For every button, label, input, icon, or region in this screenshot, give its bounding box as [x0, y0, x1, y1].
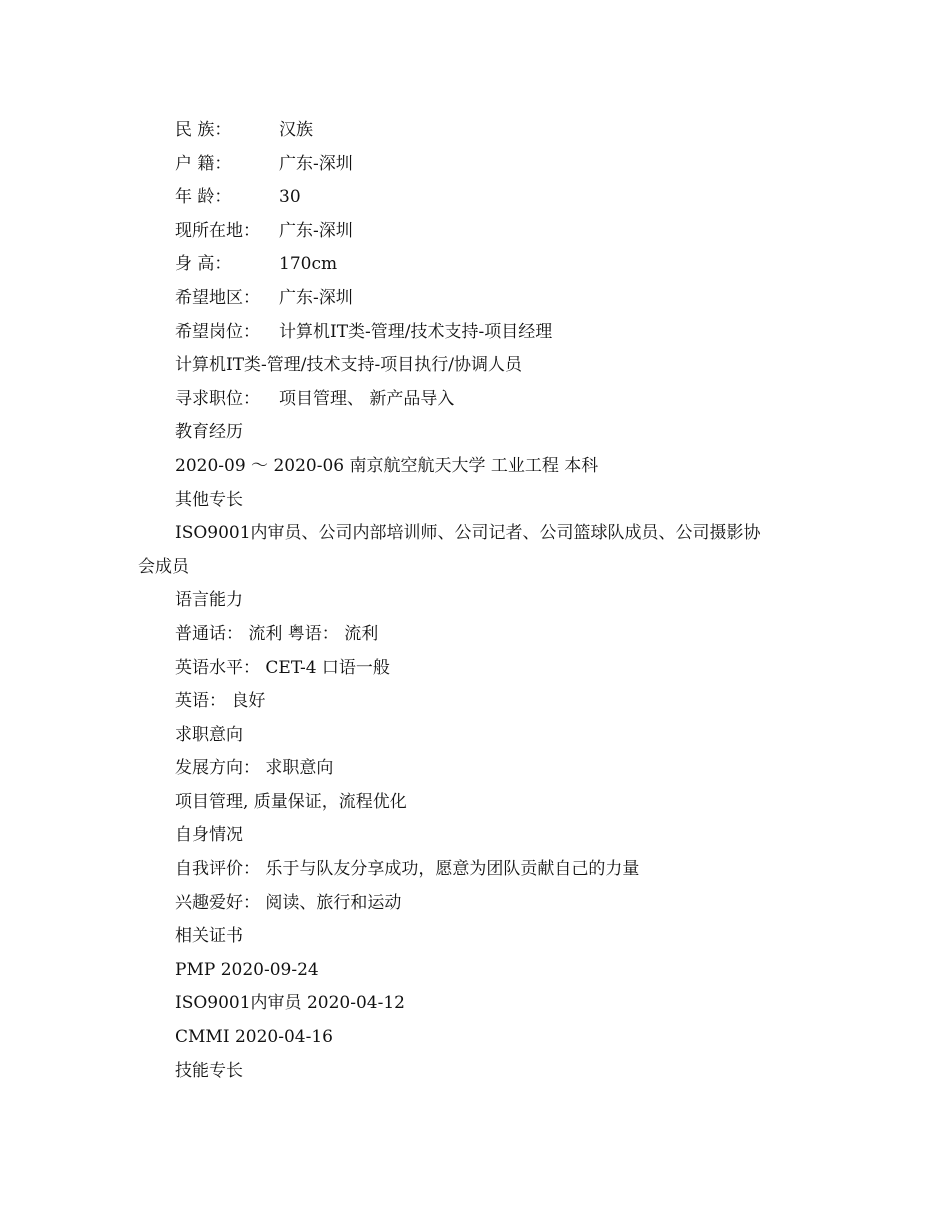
other-skills-paragraph [138, 517, 838, 584]
ethnicity-value: 汉族 [279, 120, 313, 140]
education-entry: 2020-09 ～ 2020-06 南京航空航天大学 工业工程 本科 [175, 455, 599, 476]
language-heading: 语言能力 [175, 590, 243, 611]
english-row: 英语： 良好 [175, 691, 266, 712]
age-row [138, 181, 838, 215]
desired-position-row [138, 316, 838, 350]
hobbies-row: 兴趣爱好： 阅读、旅行和运动 [175, 892, 402, 913]
desired-position-value: 计算机IT类-管理/技术支持-项目经理 [279, 321, 553, 342]
other-skills-line-1: ISO9001内审员、公司内部培训师、公司记者、公司篮球队成员、公司摄影协 [175, 523, 761, 544]
current-location-value: 广东-深圳 [279, 220, 353, 241]
seeking-label: 寻求职位： [175, 388, 260, 409]
self-evaluation-row: 自我评价： 乐于与队友分享成功，愿意为团队贡献自己的力量 [175, 859, 640, 880]
desired-region-row [138, 282, 838, 316]
certificate-item: PMP 2020-09-24 [175, 959, 319, 980]
height-label: 身 高： [175, 254, 232, 275]
household-value: 广东-深圳 [279, 153, 353, 174]
desired-region-value: 广东-深圳 [279, 287, 353, 308]
current-location-row [138, 215, 838, 249]
other-skills-line-2: 会成员 [138, 556, 189, 577]
education-heading: 教育经历 [175, 422, 243, 443]
desired-region-label: 希望地区： [175, 287, 260, 308]
household-label: 户 籍： [175, 153, 232, 174]
direction-row: 发展方向： 求职意向 [175, 758, 334, 779]
household-row [138, 148, 838, 182]
seeking-row [138, 383, 838, 417]
english-level-row: 英语水平： CET-4 口语一般 [175, 657, 390, 678]
ethnicity-row [138, 114, 838, 148]
intent-heading: 求职意向 [175, 724, 243, 745]
self-heading: 自身情况 [175, 825, 243, 846]
height-row [138, 248, 838, 282]
age-value: 30 [279, 187, 301, 208]
height-value: 170cm [279, 254, 338, 275]
other-skills-heading: 其他专长 [175, 489, 243, 510]
age-label: 年 龄： [175, 187, 232, 208]
resume-body [138, 114, 838, 1088]
certificate-item: ISO9001内审员 2020-04-12 [175, 993, 405, 1014]
certificate-item: CMMI 2020-04-16 [175, 1027, 333, 1048]
skills-heading: 技能专长 [175, 1060, 243, 1081]
desired-position-continued: 计算机IT类-管理/技术支持-项目执行/协调人员 [175, 355, 522, 376]
seeking-value: 项目管理、 新产品导入 [279, 388, 455, 409]
intent-areas-row: 项目管理, 质量保证，流程优化 [175, 791, 407, 812]
certificates-heading: 相关证书 [175, 926, 243, 947]
desired-position-label: 希望岗位： [175, 321, 260, 342]
ethnicity-label: 民 族： [175, 120, 232, 140]
mandarin-cantonese-row: 普通话： 流利 粤语： 流利 [175, 623, 379, 644]
current-location-label: 现所在地： [175, 220, 260, 241]
